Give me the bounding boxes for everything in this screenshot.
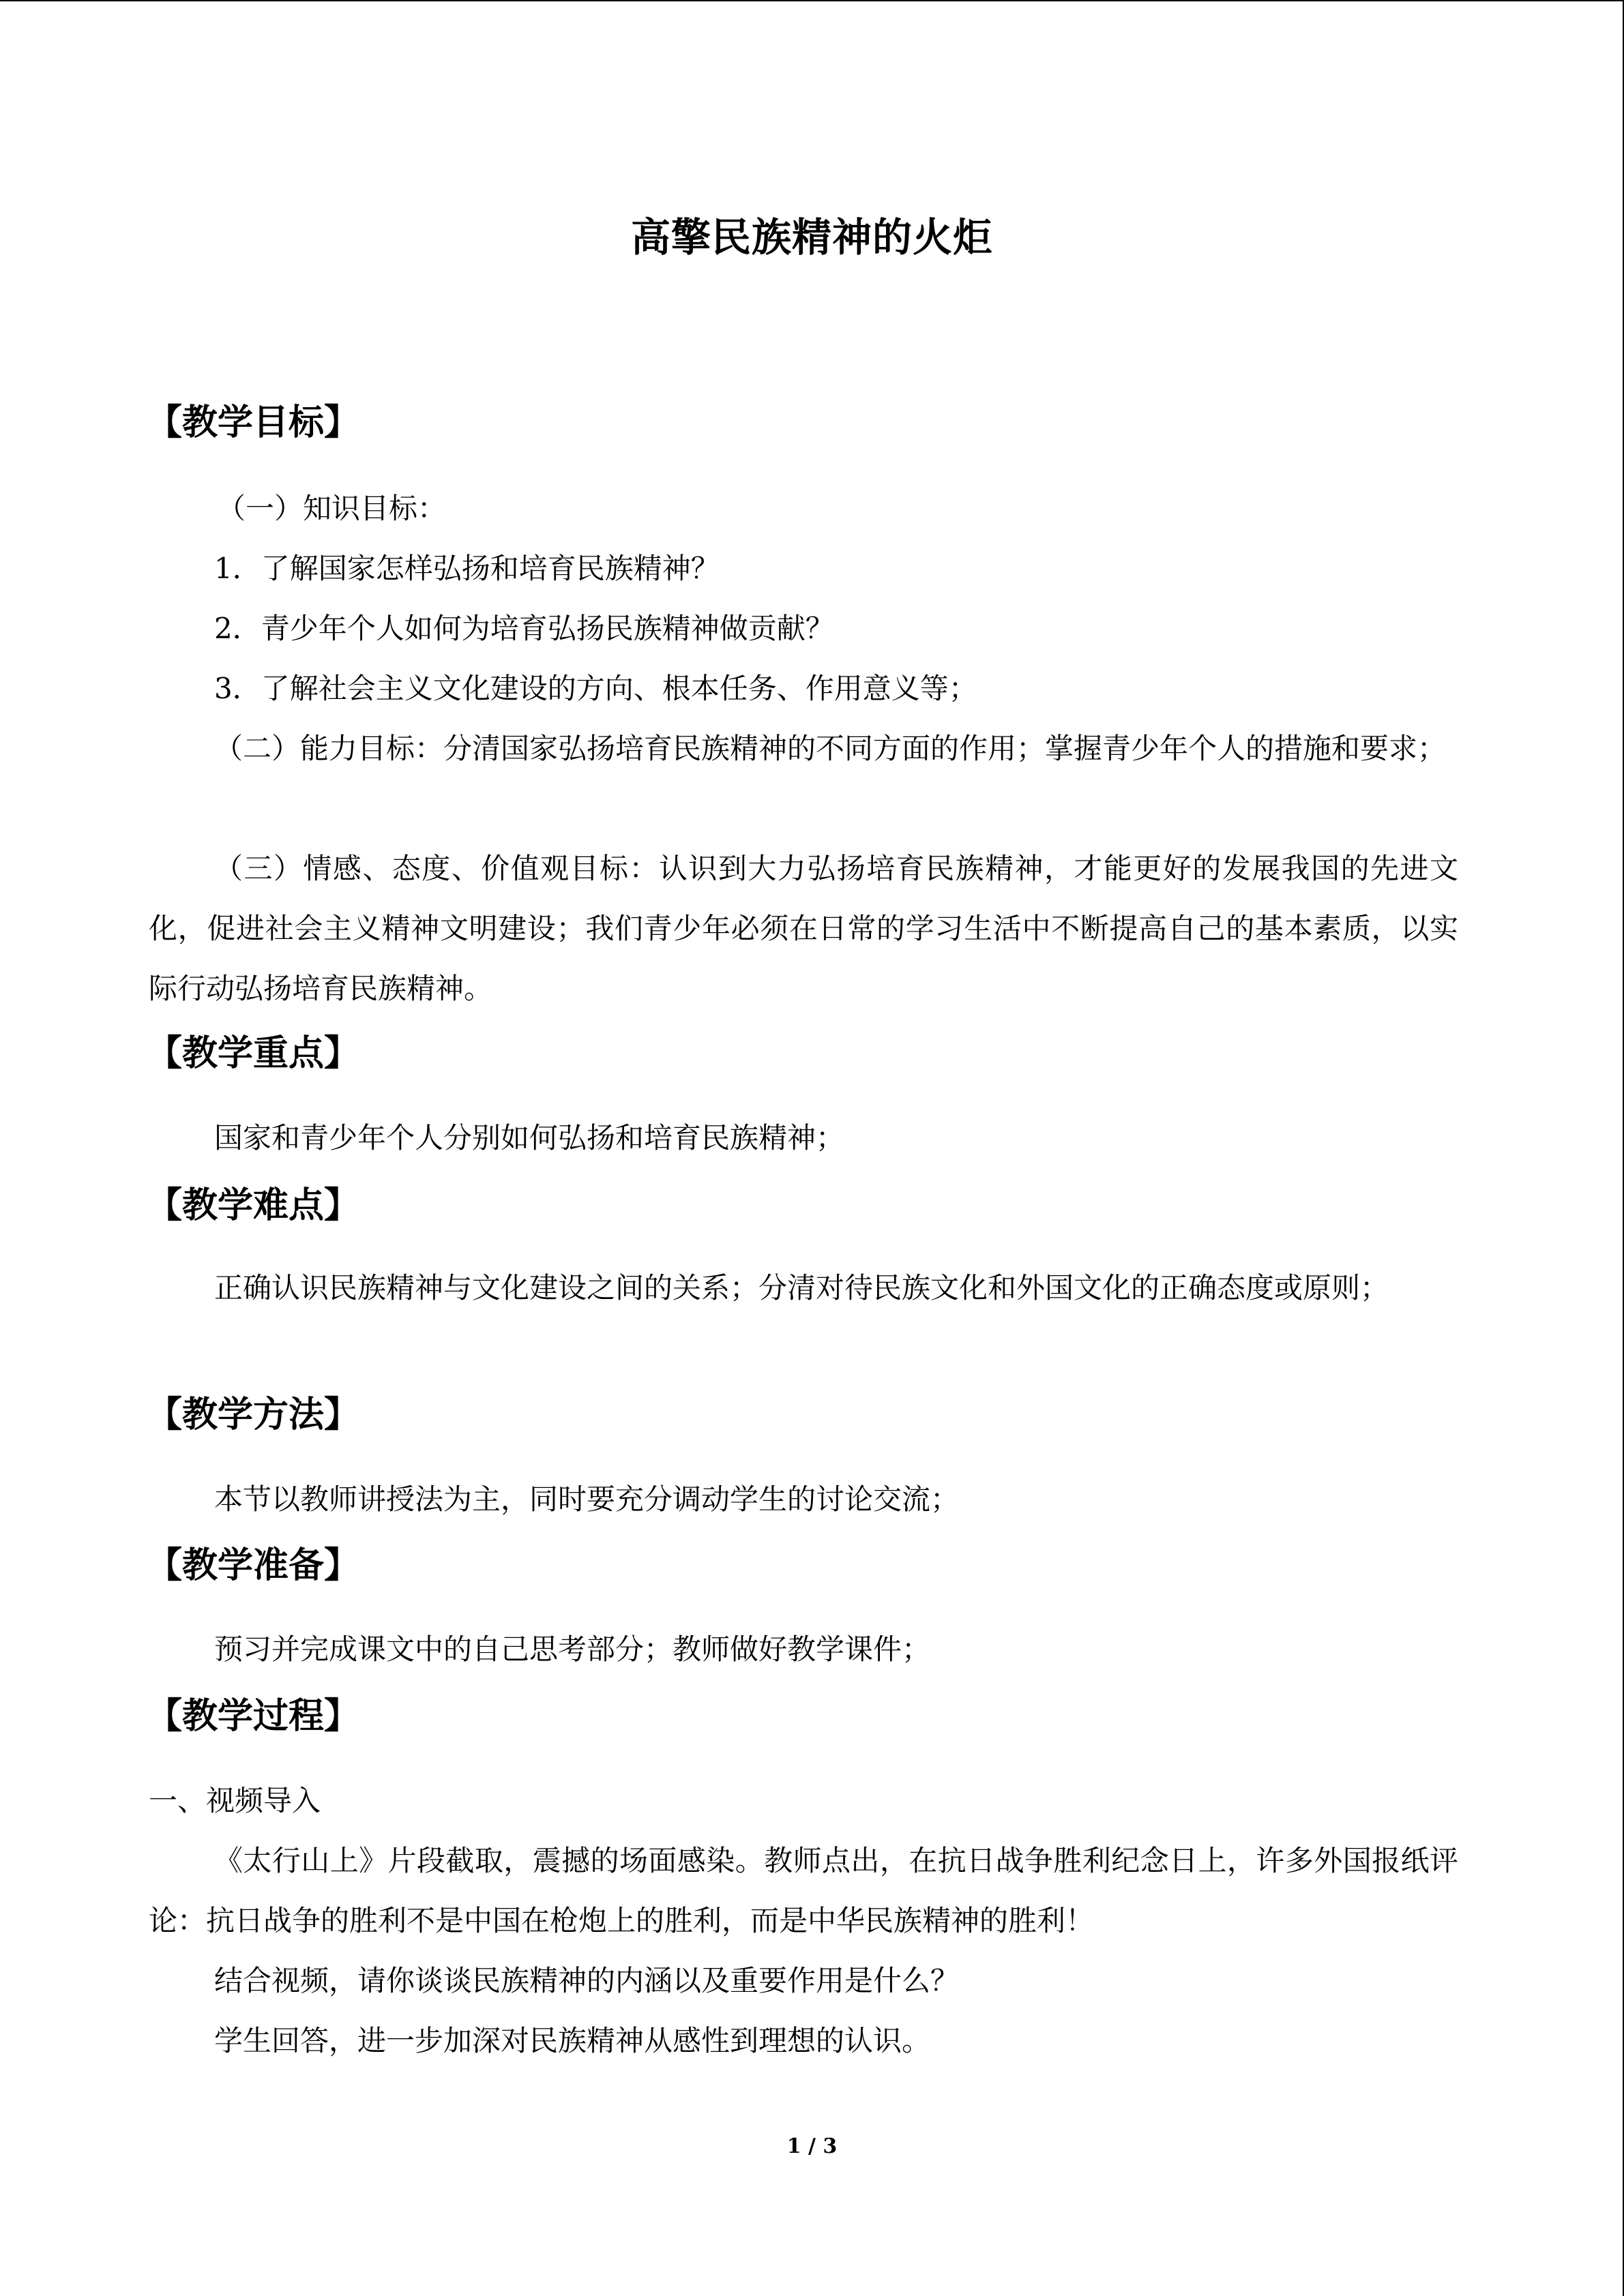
preparation-text: 预习并完成课文中的自己思考部分；教师做好教学课件； [214, 1632, 931, 1666]
heading-methods: 【教学方法】 [147, 1395, 360, 1435]
heading-process: 【教学过程】 [147, 1696, 360, 1737]
process-paragraph-1: 《太行山上》片段截取，震撼的场面感染。教师点出，在抗日战争胜利纪念日上，许多外国报纸评论：抗日战争的胜利不是中国在枪炮上的胜利，而是中华民族精神的胜利！ [149, 1844, 1458, 1937]
heading-preparation: 【教学准备】 [147, 1545, 360, 1586]
objective-item-1: 1．了解国家怎样弘扬和培育民族精神？ [214, 552, 720, 585]
methods-text: 本节以教师讲授法为主，同时要充分调动学生的讨论交流； [214, 1482, 960, 1516]
process-paragraph-2: 结合视频，请你谈谈民族精神的内涵以及重要作用是什么？ [214, 1964, 960, 1997]
heading-key-points: 【教学重点】 [147, 1033, 360, 1074]
objective-item-2: 2．青少年个人如何为培育弘扬民族精神做贡献？ [214, 612, 834, 645]
knowledge-label: （一）知识目标： [217, 492, 447, 525]
difficulties-text: 正确认识民族精神与文化建设之间的关系；分清对待民族文化和外国文化的正确态度或原则； [214, 1271, 1389, 1304]
page-number: 1 / 3 [786, 2134, 838, 2158]
emotion-objective: （三）情感、态度、价值观目标：认识到大力弘扬培育民族精神，才能更好的发展我国的先进文化，促进社会主义精神文明建设；我们青少年必须在日常的学习生活中不断提高自己的基本素质，以实际行动弘扬培育民族精神。 [149, 852, 1458, 1005]
key-points-text: 国家和青少年个人分别如何弘扬和培育民族精神； [214, 1121, 845, 1154]
document-title: 高擎民族精神的火炬 [630, 214, 993, 260]
process-step-1: 一、视频导入 [149, 1784, 321, 1817]
heading-objectives: 【教学目标】 [147, 402, 360, 443]
objective-item-3: 3．了解社会主义文化建设的方向、根本任务、作用意义等； [214, 672, 977, 705]
heading-difficulties: 【教学难点】 [147, 1185, 360, 1226]
process-paragraph-3: 学生回答，进一步加深对民族精神从感性到理想的认识。 [214, 2024, 931, 2057]
ability-objective: （二）能力目标：分清国家弘扬培育民族精神的不同方面的作用；掌握青少年个人的措施和要求； [214, 732, 1447, 765]
